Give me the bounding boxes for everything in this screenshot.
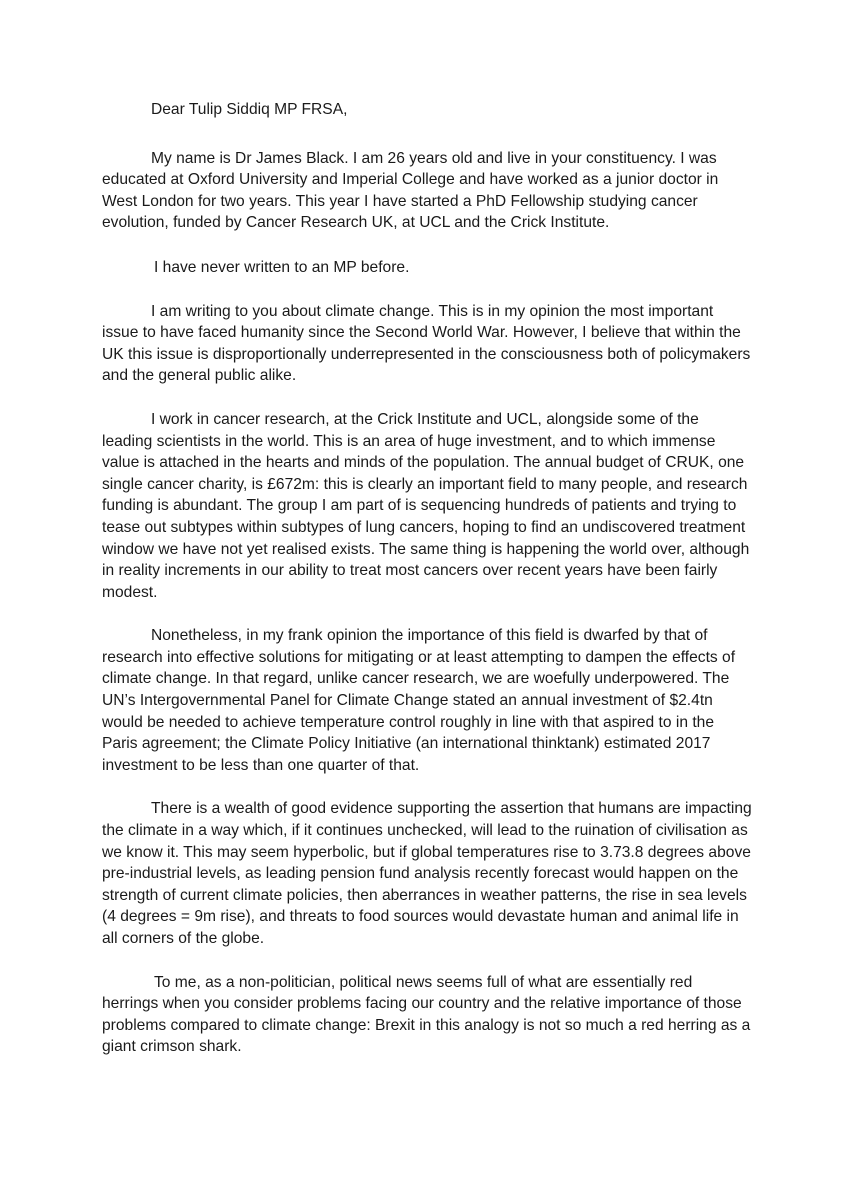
paragraph-research-funding: Nonetheless, in my frank opinion the importance of this field is dwarfed by that of research into effective solutions for mitigating or at least attempting to dampen the effects of climate change. In that regard, unlike cancer research, we are woefully underpowered. The UN’s Intergovernmental Panel for Climate Change stated an annual investment of $2.4tn would be needed to achieve temperature control roughly in line with that aspired to in the Paris agreement; the Climate Policy Initiative (an international thinktank) estimated 2017 investment to be less than one quarter of that. [102,627,736,774]
paragraph-cancer-research: I work in cancer research, at the Crick Institute and UCL, alongside some of the leading scientists in the world. This is an area of huge investment, and to which immense value is attached in the hearts and minds of the population. The annual budget of CRUK, one single cancer charity, is £672m: this is clearly an important field to many people, and research funding is abundant. The group I am part of is sequencing hundreds of patients and trying to tease out subtypes within subtypes of lung cancers, hoping to find an undiscovered treatment window we have not yet realised exists. The same thing is happening the world over, although in reality increments in our ability to treat most cancers over recent years have been fairly modest. [102,410,750,601]
paragraph-introduction: My name is Dr James Black. I am 26 years old and live in your constituency. I was educated at Oxford University and Imperial College and have worked as a junior doctor in West London for two years. This year I have started a PhD Fellowship studying cancer evolution, funded by Cancer Research UK, at UCL and the Crick Institute. [102,149,719,232]
salutation: Dear Tulip Siddiq MP FRSA, [151,101,348,118]
paragraph-first-letter-note: I have never written to an MP before. [154,258,410,276]
paragraph-political-news: To me, as a non-politician, political news seems full of what are essentially red herrings when you consider problems facing our country and the relative importance of those problems compared to climate change: Brexit in this analogy is not so much a red herring as a giant crimson shark. [102,973,751,1056]
paragraph-evidence: There is a wealth of good evidence supporting the assertion that humans are impacting the climate in a way which, if it continues unchecked, will lead to the ruination of civilisation as we know it. This may seem hyperbolic, but if global temperatures rise to 3.73.8 degrees above pre-industrial levels, as leading pension fund analysis recently forecast would happen on the strength of current climate policies, then aberrances in weather patterns, the rise in sea levels (4 degrees = 9m rise), and threats to food sources would devastate human and animal life in all corners of the globe. [102,800,752,947]
letter-body [102,99,752,1058]
paragraph-climate-change: I am writing to you about climate change. This is in my opinion the most important issue to have faced humanity since the Second World War. However, I believe that within the UK this issue is disproportionally underrepresented in the consciousness both of policymakers and the general public alike. [102,302,751,385]
